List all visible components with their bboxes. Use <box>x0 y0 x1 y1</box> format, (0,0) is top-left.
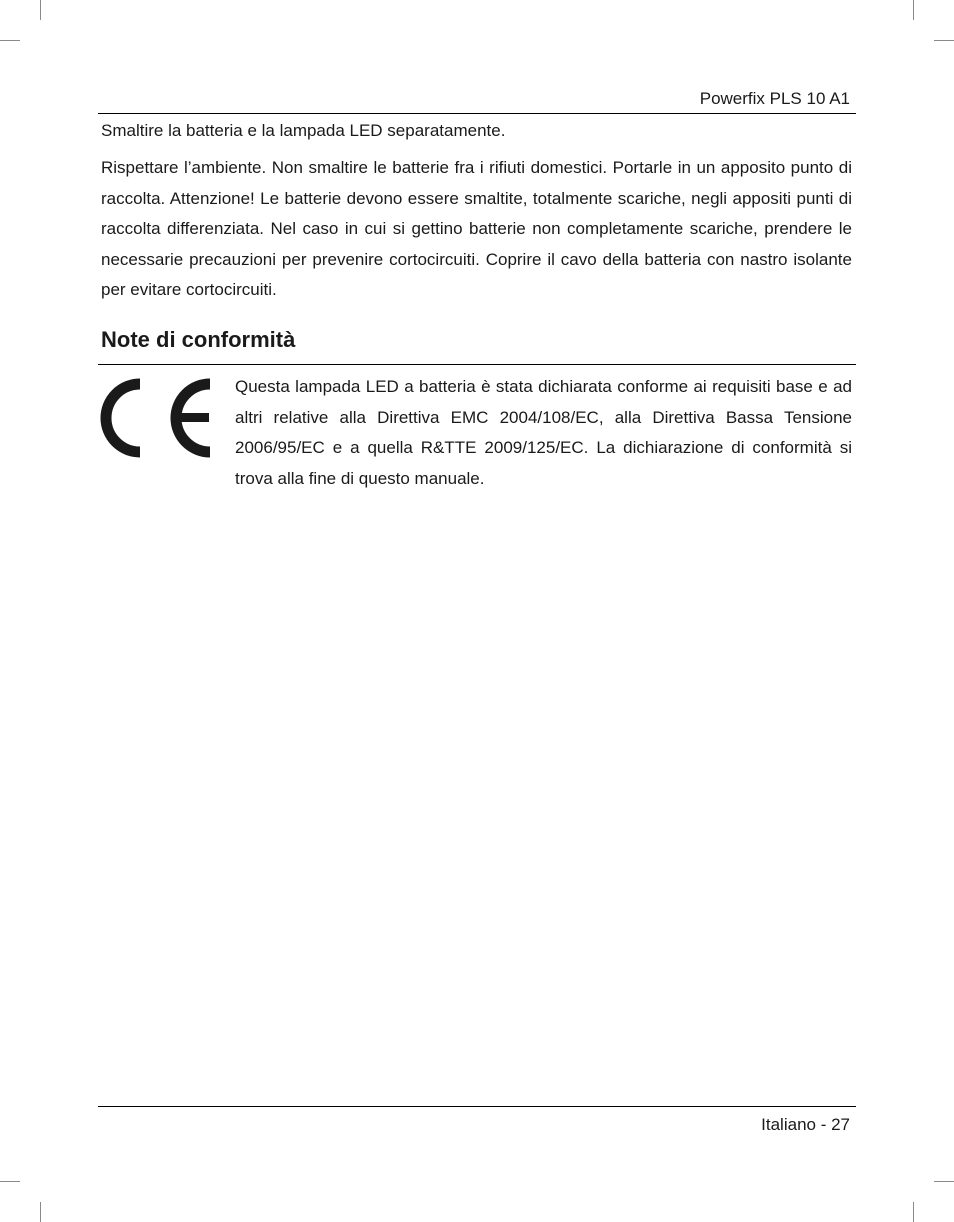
crop-mark <box>0 40 20 41</box>
header-product-name: Powerfix PLS 10 A1 <box>699 89 850 108</box>
footer-rule <box>98 1106 856 1107</box>
header-rule <box>98 113 856 114</box>
crop-mark <box>40 0 41 20</box>
crop-mark <box>40 1202 41 1222</box>
crop-mark <box>0 1181 20 1182</box>
body-paragraph-2: Rispettare l’ambiente. Non smaltire le batterie fra i rifiuti domestici. Portarle in un apposito punto di raccolta. Attenzione! Le batterie devono essere smaltite, totalmente scariche, negli appositi punti di raccolta differenziata. Nel caso in cui si gettino batterie non completamente scariche, prendere le necessarie precauzioni per prevenire cortocircuiti. Coprire il cavo della batteria con nastro isolante per evitare cortocircuiti. <box>101 158 852 299</box>
section-rule <box>98 364 856 365</box>
ce-mark-icon <box>100 378 212 458</box>
body-paragraph-1: Smaltire la batteria e la lampada LED separatamente. <box>101 121 506 140</box>
section-title: Note di conformità <box>101 327 296 352</box>
ce-c-shape <box>106 384 140 452</box>
page-number: Italiano - 27 <box>761 1115 850 1134</box>
crop-mark <box>934 40 954 41</box>
crop-mark <box>913 0 914 20</box>
conformity-text: Questa lampada LED a batteria è stata dichiarata conforme ai requisiti base e ad altri relative alla Direttiva EMC 2004/108/EC, alla Direttiva Bassa Tensione 2006/95/EC e a quella R&TTE 2009/125/EC. La dichiarazione di conformità si trova alla fine di questo manuale. <box>235 377 852 488</box>
crop-mark <box>934 1181 954 1182</box>
ce-e-bar <box>175 413 209 422</box>
crop-mark <box>913 1202 914 1222</box>
